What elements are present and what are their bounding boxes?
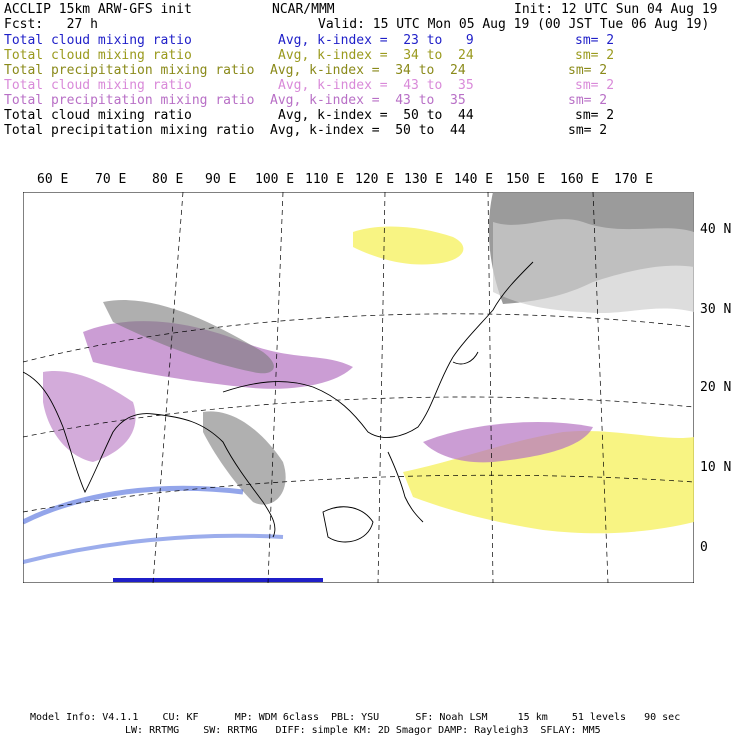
lon-label-170e: 170 E: [614, 172, 654, 187]
legend-sm-7: sm= 2: [568, 123, 608, 138]
forecast-hour: Fcst: 27 h: [4, 17, 98, 32]
cloud-mass-northeast-light: [493, 219, 694, 313]
legend-field-2: Total cloud mixing ratio: [4, 48, 192, 63]
lat-label-30n: 30 N: [700, 302, 732, 317]
lon-label-60e: 60 E: [37, 172, 69, 187]
legend-field-5: Total precipitation mixing ratio: [4, 93, 255, 108]
legend-sm-4: sm= 2: [575, 78, 615, 93]
lon-label-160e: 160 E: [560, 172, 600, 187]
legend-field-1: Total cloud mixing ratio: [4, 33, 192, 48]
legend-sm-2: sm= 2: [575, 48, 615, 63]
lat-label-0: 0: [700, 540, 708, 555]
lon-label-130e: 130 E: [404, 172, 444, 187]
lon-label-120e: 120 E: [355, 172, 395, 187]
lon-label-150e: 150 E: [506, 172, 546, 187]
lat-label-20n: 20 N: [700, 380, 732, 395]
legend-field-7: Total precipitation mixing ratio: [4, 123, 255, 138]
cloud-mixing-ratio-map: [23, 192, 694, 583]
lon-label-90e: 90 E: [205, 172, 237, 187]
lon-label-110e: 110 E: [305, 172, 345, 187]
model-info-line2: LW: RRTMG SW: RRTMG DIFF: simple KM: 2D Smagor DAMP: Rayleigh3 SFLAY: MM5: [125, 725, 601, 736]
legend-avg-6: Avg, k-index = 50 to 44: [278, 108, 474, 123]
legend-avg-4: Avg, k-index = 43 to 35: [278, 78, 474, 93]
init-time: Init: 12 UTC Sun 04 Aug 19: [514, 2, 718, 17]
legend-sm-3: sm= 2: [568, 63, 608, 78]
legend-field-3: Total precipitation mixing ratio: [4, 63, 255, 78]
run-title: ACCLIP 15km ARW-GFS init: [4, 2, 192, 17]
lat-label-40n: 40 N: [700, 222, 732, 237]
legend-avg-3: Avg, k-index = 34 to 24: [270, 63, 466, 78]
lon-label-70e: 70 E: [95, 172, 127, 187]
lon-label-100e: 100 E: [255, 172, 295, 187]
legend-avg-1: Avg, k-index = 23 to 9: [278, 33, 474, 48]
legend-sm-6: sm= 2: [575, 108, 615, 123]
legend-sm-1: sm= 2: [575, 33, 615, 48]
legend-avg-2: Avg, k-index = 34 to 24: [278, 48, 474, 63]
institution-label: NCAR/MMM: [272, 2, 335, 17]
lon-label-80e: 80 E: [152, 172, 184, 187]
valid-time: Valid: 15 UTC Mon 05 Aug 19 (00 JST Tue 06 Aug 19): [318, 17, 710, 32]
legend-field-6: Total cloud mixing ratio: [4, 108, 192, 123]
legend-sm-5: sm= 2: [568, 93, 608, 108]
lat-label-10n: 10 N: [700, 460, 732, 475]
model-info-line1: Model Info: V4.1.1 CU: KF MP: WDM 6class PBL: YSU SF: Noah LSM 15 km 51 levels 90 sec: [30, 712, 681, 723]
legend-field-4: Total cloud mixing ratio: [4, 78, 192, 93]
lon-label-140e: 140 E: [454, 172, 494, 187]
legend-avg-7: Avg, k-index = 50 to 44: [270, 123, 466, 138]
legend-avg-5: Avg, k-index = 43 to 35: [270, 93, 466, 108]
